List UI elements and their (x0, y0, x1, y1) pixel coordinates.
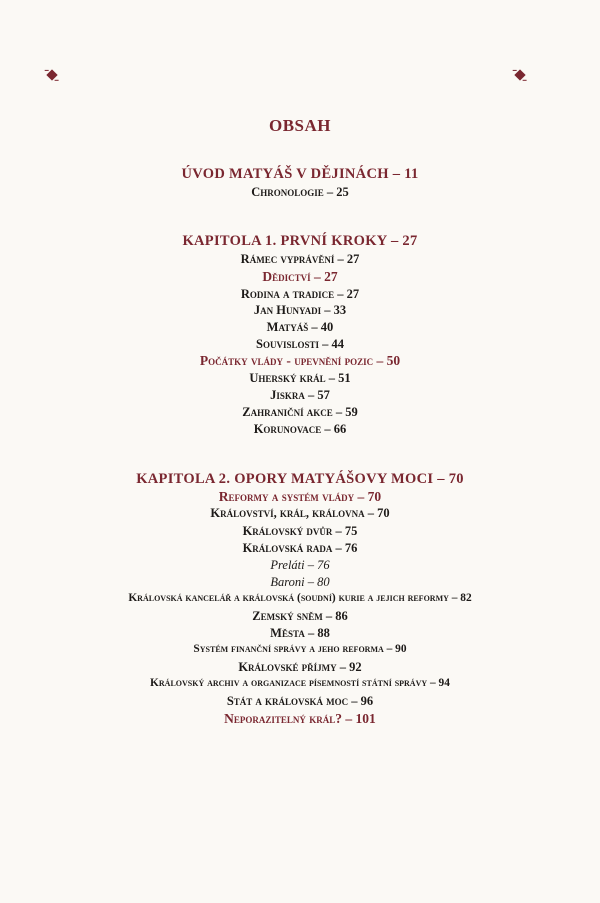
toc-entry: Jan Hunyadi – 33 (253, 303, 347, 317)
toc-section-reformy: Reformy a systém vlády – 70 (218, 489, 382, 504)
toc-entry: Království, král, královna – 70 (210, 506, 390, 520)
toc-entry-italic: Baroni – 80 (270, 575, 330, 589)
toc-entry: Souvislosti – 44 (256, 337, 344, 351)
toc-entry: Královská rada – 76 (242, 541, 358, 555)
toc-entry: Města – 88 (270, 626, 330, 640)
toc-entry: Matyáš – 40 (266, 320, 334, 334)
toc-entry: Korunovace – 66 (253, 422, 347, 436)
toc-entry: Zahraniční akce – 59 (242, 405, 358, 419)
toc-section-pocatky: Počátky vlády - upevnění pozic – 50 (199, 353, 401, 368)
toc-entry: Uherský král – 51 (249, 371, 351, 385)
chapter2-heading: KAPITOLA 2. OPORY MATYÁŠOVY MOCI – 70 (136, 471, 464, 487)
intro-heading: ÚVOD MATYÁŠ V DĚJINÁCH – 11 (181, 166, 419, 182)
toc-entry: Královské příjmy – 92 (238, 660, 362, 674)
toc-entry: Systém finanční správy a jeho reforma – 90 (193, 643, 407, 655)
toc-entry: Královský archiv a organizace písemností státní správy – 94 (150, 677, 450, 689)
toc-entry: Rodina a tradice – 27 (240, 287, 360, 301)
toc-entry-chronologie: Chronologie – 25 (251, 185, 349, 199)
toc-entry: Stát a královská moc – 96 (226, 694, 374, 708)
left-ornament (46, 69, 57, 80)
toc-entry: Královská kancelář a královská (soudní) kurie a jejich reformy – 82 (128, 592, 472, 604)
toc-entry: Zemský sněm – 86 (252, 609, 348, 623)
toc-section-neporazitelny: Neporazitelný král? – 101 (224, 711, 376, 726)
right-ornament (514, 69, 525, 80)
toc-section-dedictvi: Dědictví – 27 (262, 269, 338, 284)
toc-entry: Královský dvůr – 75 (242, 524, 358, 538)
chapter1-heading: KAPITOLA 1. PRVNÍ KROKY – 27 (182, 233, 418, 249)
toc-entry: Jiskra – 57 (270, 388, 330, 402)
toc-entry: Rámec vyprávění – 27 (240, 252, 360, 266)
page-title: OBSAH (268, 116, 332, 135)
toc-entry-italic: Preláti – 76 (270, 558, 330, 572)
